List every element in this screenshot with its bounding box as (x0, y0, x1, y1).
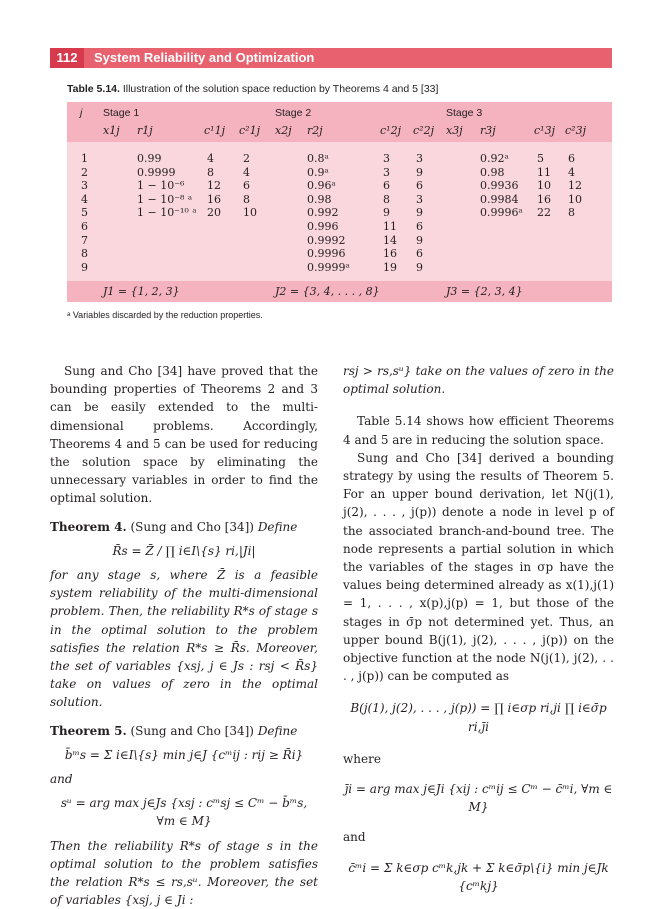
stage2-header: Stage 2 (275, 107, 312, 119)
cell-c1-2: 3 (383, 152, 390, 165)
equation: sᵘ = arg max j∈Js {xsj : cᵐsj ≤ Cᵐ − b̄ᵐs, ∀m ∈ M} (60, 796, 308, 829)
table-caption-text: Illustration of the solution space reduction by Theorems 4 and 5 [33] (122, 83, 439, 95)
equation: c̄ᵐi = Σ k∈σp cᵐk,jk + Σ k∈σ̄p\{i} min j∈Jk {cᵐkj} (348, 860, 609, 893)
equation: j̄i = arg max j∈Ji {xij : cᵐij ≤ Cᵐ − c̄ᵐi, ∀m ∈ M} (344, 782, 613, 815)
cell-c2-3: 8 (568, 206, 575, 220)
cell-r3: 0.9984 (480, 192, 519, 206)
stage3-header: Stage 3 (446, 107, 483, 119)
cell-r2: 0.98 (307, 192, 332, 206)
table-footnote: ᵃ Variables discarded by the reduction properties. (67, 310, 263, 320)
cell-j: 9 (81, 260, 88, 274)
cell-c2-2: 3 (416, 152, 423, 165)
running-title: System Reliability and Optimization (94, 50, 315, 65)
cell-c2-1: 10 (243, 206, 257, 220)
set-j3: J3 = {2, 3, 4} (446, 285, 523, 298)
cell-j: 3 (81, 179, 88, 193)
theorem-define: Define (257, 723, 298, 738)
cell-c1-2: 6 (383, 179, 390, 193)
cell-c1-2: 11 (383, 220, 397, 233)
cell-c1-3: 16 (537, 192, 551, 206)
cell-r1: 0.99 (137, 152, 162, 165)
subheader: x2j (275, 124, 292, 137)
cell-r2: 0.8ᵃ (307, 152, 329, 165)
where-text: where (343, 751, 381, 766)
cell-r3: 0.9996ᵃ (480, 206, 523, 220)
theorem-cite: (Sung and Cho [34]) (130, 519, 254, 534)
cell-c2-1: 6 (243, 179, 250, 193)
subheader: r2j (307, 124, 323, 137)
theorem-label: Theorem 4. (50, 519, 127, 534)
theorem-define: Define (257, 519, 298, 534)
subheader: c²1j (239, 124, 260, 137)
cell-c1-2: 3 (383, 165, 390, 179)
theorem-label: Theorem 5. (50, 723, 127, 738)
cell-c1-1: 4 (207, 152, 214, 165)
cell-c1-2: 19 (383, 260, 397, 274)
cell-c2-2: 9 (416, 206, 423, 220)
cell-c1-3: 10 (537, 179, 551, 193)
cell-c1-3: 5 (537, 152, 544, 165)
cell-j: 2 (81, 165, 88, 179)
subheader: r3j (480, 124, 496, 137)
equation: B(j(1), j(2), . . . , j(p)) = ∏ i∈σp ri,ji ∏ i∈σ̄p ri,j̄i (350, 701, 607, 734)
cell-c2-1: 4 (243, 165, 250, 179)
paragraph: Sung and Cho [34] have proved that the bounding properties of Theorems 2 and 3 can be easily extended to the multi-dimensional problems. Accordingly, Theorems 4 and 5 can be used for reducing the solution space by eliminating the unnecessary variables in order to find the optimal solution. (50, 364, 318, 506)
cell-c1-1: 20 (207, 206, 221, 220)
data-table (67, 102, 612, 302)
cell-r3: 0.92ᵃ (480, 152, 509, 165)
cell-c2-3: 6 (568, 152, 575, 165)
cell-r1: 1 − 10⁻⁶ (137, 179, 185, 193)
cell-c2-2: 6 (416, 247, 423, 261)
cell-r1: 0.9999 (137, 165, 176, 179)
paragraph: Sung and Cho [34] derived a bounding strategy by using the results of Theorem 5. For an upper bound derivation, let N(j(1), j(2), . . . , j(p)) denote a node in level p of the associated branch-and-bound tree. The node represents a partial solution in which the variables of the stages in σp have the values being determined already as x(1),j(1) = 1, . . . , x(p),j(p) = 1, but those of the stages in σ̄p not determined yet. Thus, an upper bound B(j(1), j(2), . . . , j(p)) on the objective function at the node N(j(1), j(2), . . . , j(p)) can be computed as (343, 450, 614, 684)
cell-r1: 1 − 10⁻⁸ ᵃ (137, 192, 193, 206)
cell-r2: 0.96ᵃ (307, 179, 336, 193)
theorem-4 (50, 518, 318, 536)
subheader: x3j (446, 124, 463, 137)
subheader: c¹3j (534, 124, 555, 137)
cell-c2-2: 9 (416, 260, 423, 274)
equation: R̄s = Z̄ / ∏ i∈I\{s} ri,|Ji| (112, 543, 256, 558)
cell-r2: 0.9992 (307, 233, 346, 247)
cell-c1-3: 11 (537, 165, 551, 179)
cell-c2-3: 4 (568, 165, 575, 179)
cell-c1-2: 9 (383, 206, 390, 220)
cell-c2-2: 6 (416, 220, 423, 233)
cell-r2: 0.996 (307, 220, 339, 233)
left-column (50, 362, 318, 909)
set-j2: J2 = {3, 4, . . . , 8} (275, 285, 380, 298)
col-j-header: j (80, 107, 83, 119)
cell-c2-2: 9 (416, 165, 423, 179)
theorem-4-body: for any stage s, where Z̄ is a feasible system reliability of the multi-dimensional problem. Then, the reliability R*s of stage s in the optimal solution to the problem satisfies the relation R*s ≥ R̄s. Moreover, the set of variables {xsj, j ∈ Js : rsj < R̄s} take on values of zero in the optimal solution. (50, 568, 318, 710)
cell-c1-2: 16 (383, 247, 397, 261)
cell-j: 5 (81, 206, 88, 220)
cell-c2-3: 12 (568, 179, 582, 193)
cell-c2-1: 2 (243, 152, 250, 165)
cell-r2: 0.9ᵃ (307, 165, 329, 179)
paragraph-continued: rsj > rs,sᵘ} take on the values of zero in the optimal solution. (343, 364, 614, 397)
cell-r3: 0.9936 (480, 179, 519, 193)
cell-j: 7 (81, 233, 88, 247)
subheader: r1j (137, 124, 153, 137)
table-caption (67, 83, 438, 95)
cell-j: 8 (81, 247, 88, 261)
cell-c2-3: 10 (568, 192, 582, 206)
cell-c1-2: 8 (383, 192, 390, 206)
cell-j: 1 (81, 152, 88, 165)
subheader: c¹2j (380, 124, 401, 137)
subheader: c¹1j (204, 124, 225, 137)
cell-r2: 0.9996 (307, 247, 346, 261)
subheader: c²2j (413, 124, 434, 137)
and-text: and (50, 772, 73, 787)
page-number: 112 (50, 48, 84, 68)
running-header (50, 48, 612, 68)
subheader: x1j (103, 124, 120, 137)
paragraph: Table 5.14 shows how efficient Theorems 4 and 5 are in reducing the solution space. (343, 414, 614, 447)
cell-r2: 0.9999ᵃ (307, 260, 350, 274)
cell-c1-3: 22 (537, 206, 551, 220)
cell-c1-1: 8 (207, 165, 214, 179)
cell-c2-2: 9 (416, 233, 423, 247)
cell-j: 4 (81, 192, 88, 206)
cell-c1-2: 14 (383, 233, 397, 247)
cell-c1-1: 12 (207, 179, 221, 193)
theorem-cite: (Sung and Cho [34]) (130, 723, 254, 738)
subheader: c²3j (565, 124, 586, 137)
cell-c2-1: 8 (243, 192, 250, 206)
cell-c2-2: 6 (416, 179, 423, 193)
equation: b̄ᵐs = Σ i∈I\{s} min j∈J {cᵐij : rij ≥ R̄i} (64, 747, 304, 762)
cell-c1-1: 16 (207, 192, 221, 206)
and-text: and (343, 830, 366, 845)
cell-j: 6 (81, 220, 88, 233)
right-column (343, 362, 614, 907)
cell-c2-2: 3 (416, 192, 423, 206)
table-label: Table 5.14. (67, 83, 120, 95)
set-j1: J1 = {1, 2, 3} (103, 285, 180, 298)
cell-r3: 0.98 (480, 165, 505, 179)
cell-r1: 1 − 10⁻¹⁰ ᵃ (137, 206, 197, 220)
theorem-5 (50, 722, 318, 740)
cell-r2: 0.992 (307, 206, 339, 220)
theorem-5-body: Then the reliability R*s of stage s in the optimal solution to the problem satisfies the relation R*s ≤ rs,sᵘ. Moreover, the set of variables {xsj, j ∈ Ji : (50, 838, 318, 908)
stage1-header: Stage 1 (103, 107, 140, 119)
